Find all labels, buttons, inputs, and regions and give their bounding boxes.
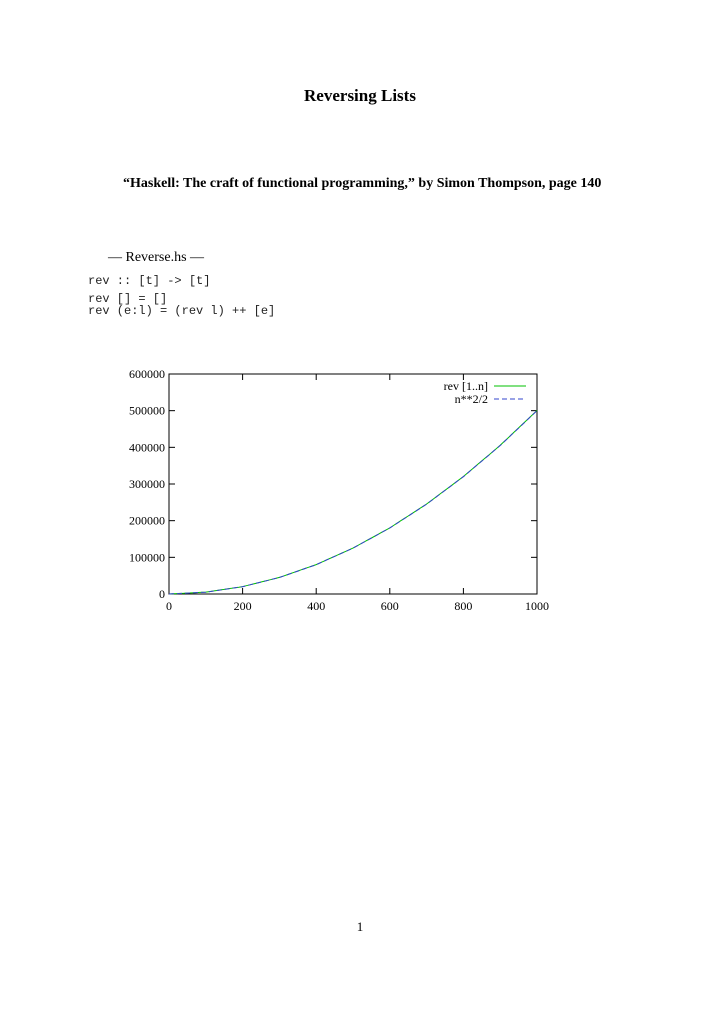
y-tick-label: 400000 [129,440,165,455]
series-line-n-squared-half [169,411,537,594]
x-tick-label: 200 [233,599,252,613]
y-tick-label: 600000 [129,367,165,381]
code-line: rev (e:l) = (rev l) ++ [e] [88,304,276,318]
file-heading: — Reverse.hs — [108,250,205,265]
x-tick-label: 400 [307,599,326,613]
plot-frame [169,374,537,594]
series-line-rev [169,411,537,595]
y-tick-label: 0 [159,587,165,601]
legend-label: rev [1..n] [443,379,488,393]
x-tick-label: 0 [166,599,172,613]
y-tick-label: 100000 [129,550,165,565]
y-tick-label: 200000 [129,513,165,528]
document-title: Reversing Lists [304,86,416,105]
y-tick-label: 500000 [129,403,165,418]
code-line: rev [] = [] [88,292,168,306]
chart-layer [129,367,549,613]
y-tick-label: 300000 [129,477,165,491]
book-reference: “Haskell: The craft of functional programming,” by Simon Thompson, page 140 [123,176,602,191]
legend-label: n**2/2 [454,392,488,406]
page-number: 1 [356,919,364,934]
x-tick-label: 800 [454,599,473,613]
code-line: rev :: [t] -> [t] [88,274,211,288]
x-tick-label: 1000 [525,599,549,613]
x-tick-label: 600 [380,599,399,613]
